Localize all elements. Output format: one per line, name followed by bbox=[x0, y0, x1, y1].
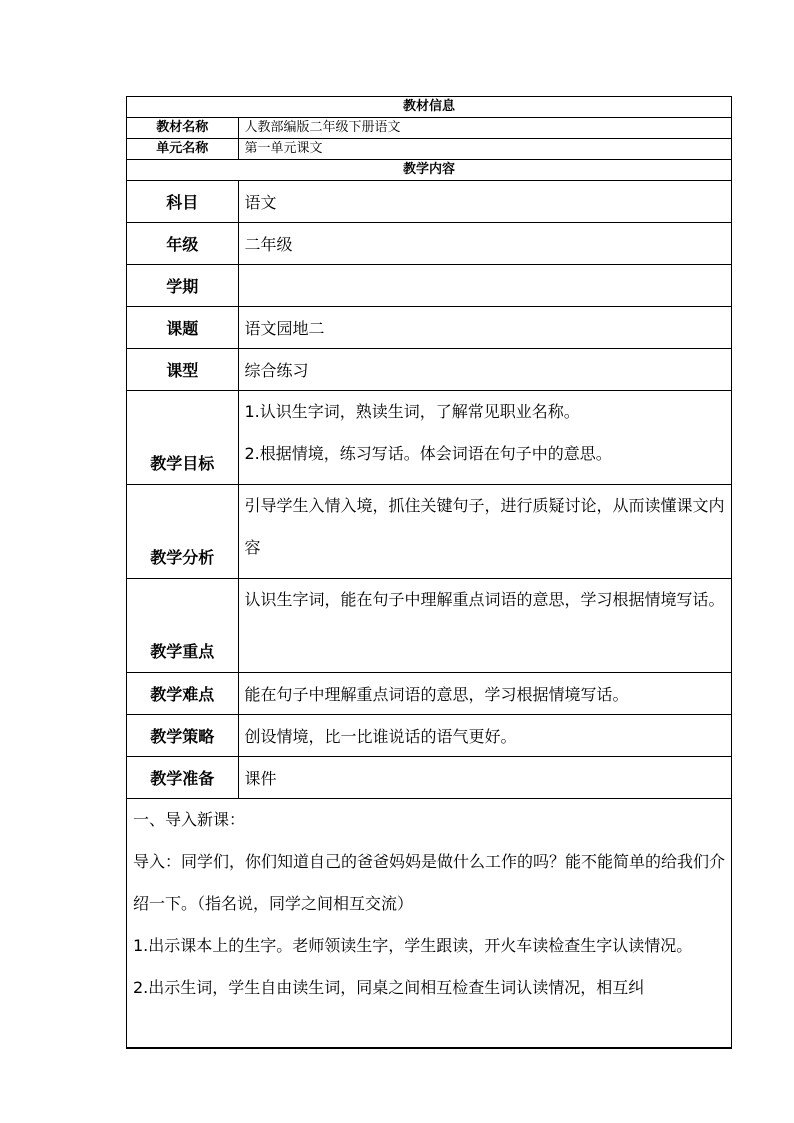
process-step-1: 1.出示课本上的生字。老师领读生字，学生跟读，开火车读检查生字认读情况。 bbox=[133, 936, 693, 955]
textbook-name-value: 人教部编版二年级下册语文 bbox=[238, 118, 731, 139]
subject-label: 科目 bbox=[127, 181, 238, 223]
process-step-2: 2.出示生词，学生自由读生词，同桌之间相互检查生词认读情况，相互纠 bbox=[133, 978, 645, 997]
process-heading: 一、导入新课： bbox=[133, 810, 246, 829]
teaching-analysis-value: 引导学生入情入境，抓住关键句子，进行质疑讨论，从而读懂课文内容 bbox=[244, 496, 725, 557]
goal-line-2: 2.根据情境，练习写话。体会词语在句子中的意思。 bbox=[244, 444, 612, 463]
teaching-analysis-label: 教学分析 bbox=[127, 485, 238, 579]
teaching-focus-label: 教学重点 bbox=[127, 579, 238, 673]
grade-label: 年级 bbox=[127, 223, 238, 265]
lesson-type-label: 课型 bbox=[127, 349, 238, 391]
term-label: 学期 bbox=[127, 265, 238, 307]
teaching-difficulty-label: 教学难点 bbox=[127, 673, 238, 715]
process-intro: 导入：同学们，你们知道自己的爸爸妈妈是做什么工作的吗？能不能简单的给我们介绍一下。（指名说，同学之间相互交流） bbox=[133, 852, 726, 913]
goal-line-1: 1.认识生字词，熟读生词，了解常见职业名称。 bbox=[244, 402, 580, 421]
unit-name-value: 第一单元课文 bbox=[238, 139, 731, 160]
teaching-focus-value: 认识生字词，能在句子中理解重点词语的意思，学习根据情境写话。 bbox=[244, 590, 725, 609]
teaching-goals-value bbox=[238, 391, 731, 485]
topic-label: 课题 bbox=[127, 307, 238, 349]
teaching-prep-value: 课件 bbox=[238, 757, 731, 799]
materials-header: 教材信息 bbox=[127, 97, 731, 118]
unit-name-label: 单元名称 bbox=[127, 139, 238, 160]
term-value bbox=[238, 265, 731, 307]
teaching-prep-label: 教学准备 bbox=[127, 757, 238, 799]
topic-value: 语文园地二 bbox=[238, 307, 731, 349]
teaching-content-header: 教学内容 bbox=[127, 160, 731, 181]
teaching-strategy-value: 创设情境，比一比谁说话的语气更好。 bbox=[238, 715, 731, 757]
teaching-process bbox=[127, 799, 731, 1048]
teaching-focus-cell bbox=[238, 579, 731, 673]
subject-value: 语文 bbox=[238, 181, 731, 223]
teaching-difficulty-value: 能在句子中理解重点词语的意思，学习根据情境写话。 bbox=[238, 673, 731, 715]
grade-value: 二年级 bbox=[238, 223, 731, 265]
lesson-plan-table bbox=[126, 96, 732, 1049]
teaching-analysis-cell bbox=[238, 485, 731, 579]
teaching-goals-label: 教学目标 bbox=[127, 391, 238, 485]
textbook-name-label: 教材名称 bbox=[127, 118, 238, 139]
lesson-type-value: 综合练习 bbox=[238, 349, 731, 391]
teaching-strategy-label: 教学策略 bbox=[127, 715, 238, 757]
